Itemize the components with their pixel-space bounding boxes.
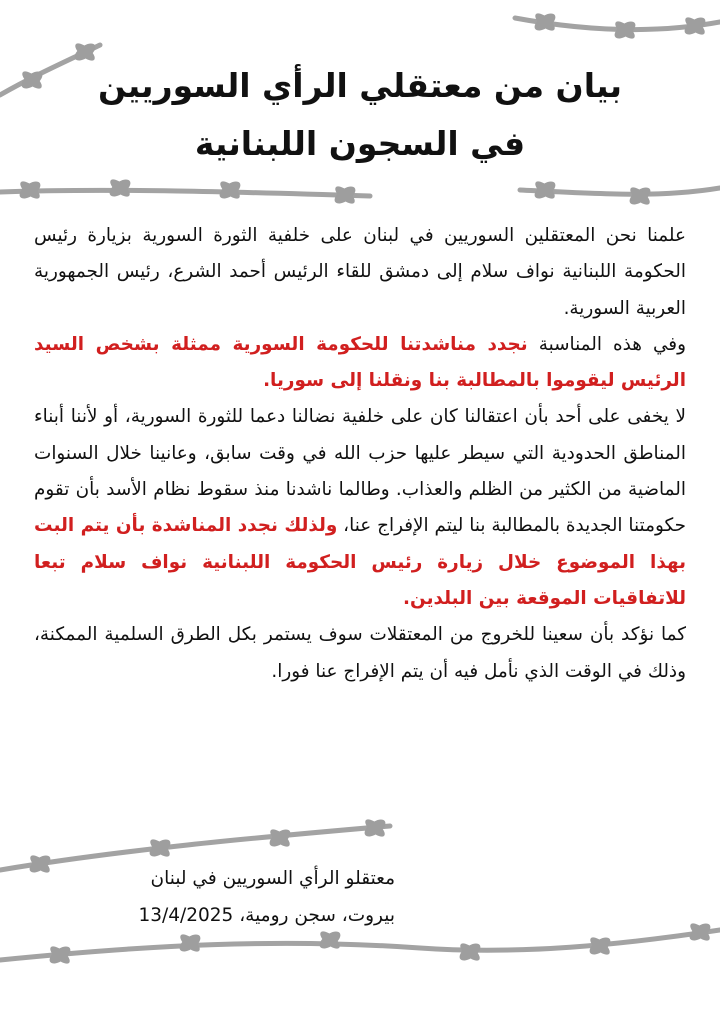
barbed-wire-bottom-2 xyxy=(0,930,720,960)
paragraph-4: كما نؤكد بأن سعينا للخروج من المعتقلات سوف يستمر بكل الطرق السلمية الممكنة، وذلك في الوقت الذي نأمل فيه أن يتم الإفراج عنا فورا. xyxy=(34,624,686,682)
paragraph-1: علمنا نحن المعتقلين السوريين في لبنان على خلفية الثورة السورية بزيارة رئيس الحكومة اللبنانية نواف سلام إلى دمشق للقاء الرئيس أحمد الشرع، رئيس الجمهورية العربية السورية. xyxy=(34,225,686,319)
paragraph-3-highlight: ولذلك نجدد المناشدة بأن يتم البت بهذا الموضوع خلال زيارة رئيس الحكومة اللبنانية نواف سلام تبعا للاتفاقيات الموقعة بين البلدين. xyxy=(34,515,686,609)
page-title-line-2: في السجون اللبنانية xyxy=(194,124,526,163)
paragraph-2 xyxy=(34,327,686,400)
barbed-wire-bottom-1 xyxy=(0,826,390,870)
barb-icon xyxy=(72,40,99,64)
paragraph-2-text: وفي هذه المناسبة xyxy=(538,333,686,355)
barbed-wire-middle-left xyxy=(0,190,370,196)
barb-icon xyxy=(317,928,344,952)
paragraph-3 xyxy=(34,399,686,617)
statement-body xyxy=(34,218,686,690)
signature-name: معتقلو الرأي السوريين في لبنان xyxy=(150,868,395,889)
page-title-line-1: بيان من معتقلي الرأي السوريين xyxy=(98,66,622,105)
paragraph-2-highlight: نجدد مناشدتنا للحكومة السورية ممثلة بشخص السيد الرئيس ليقوموا بالمطالبة بنا ونقلنا إلى سوريا. xyxy=(34,333,686,392)
signature-place-date: بيروت، سجن رومية، 13/4/2025 xyxy=(138,905,395,926)
paragraph-3-text: لا يخفى على أحد بأن اعتقالنا كان على خلفية نضالنا دعما للثورة السورية، أو لأننا أبناء المناطق الحدودية التي سيطر عليها حزب الله في وقت سابق، وعانينا خلال السنوات الماضية من الكثير من الظلم والعذاب. وطالما ناشدنا منذ سقوط نظام الأسد بأن تقوم حكومتنا الجديدة بالمطالبة بنا ليتم الإفراج عنا، xyxy=(34,406,686,537)
